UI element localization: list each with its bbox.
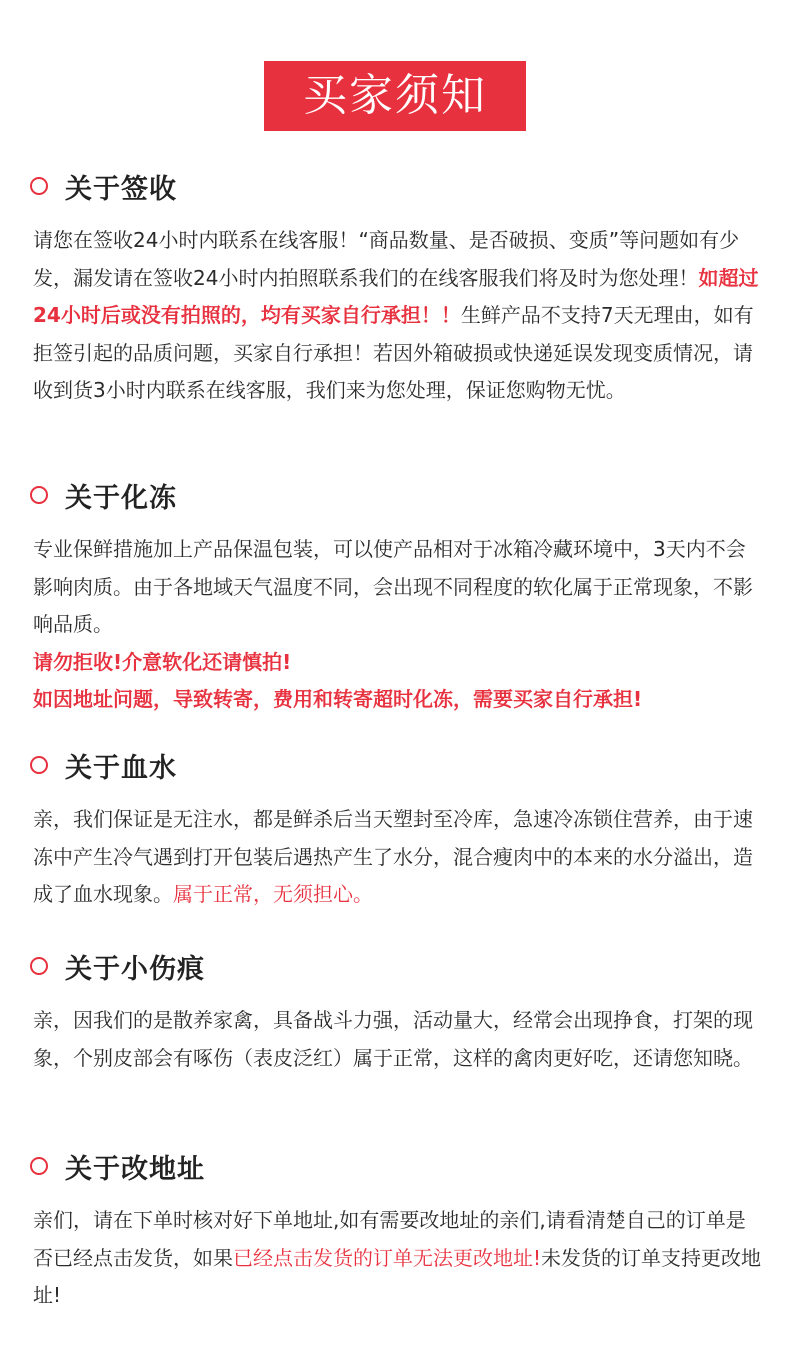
section-heading <box>30 946 205 986</box>
circle-outline-icon <box>30 957 48 975</box>
section-heading-text: 关于血水 <box>65 752 177 784</box>
warning-text: 如超过24小时后或没有拍照的，均有买家自行承担！！ <box>33 265 759 327</box>
section-heading <box>30 745 177 785</box>
circle-outline-icon <box>30 1157 48 1175</box>
warning-text: 请勿拒收!介意软化还请慎拍! <box>33 649 292 674</box>
section-body <box>33 801 765 914</box>
warning-text: 属于正常，无须担心。 <box>173 882 373 906</box>
section-heading <box>30 166 177 206</box>
section-heading-text: 关于化冻 <box>65 482 177 514</box>
body-text: 亲，我们保证是无注水，都是鲜杀后当天塑封至冷库，急速冷冻锁住营养，由于速冻中产生冷气遇到打开包装后遇热产生了水分，混合瘦肉中的本来的水分溢出，造成了血水现象。 <box>33 807 753 906</box>
body-text: 生鲜产品不支持7天无理由，如有拒签引起的品质问题，买家自行承担！若因外箱破损或快递延误发现变质情况，请收到货3小时内联系在线客服，我们来为您处理，保证您购物无忧。 <box>33 303 754 402</box>
section-heading-text: 关于签收 <box>65 173 177 205</box>
section-body <box>33 222 765 410</box>
body-text: 亲，因我们的是散养家禽，具备战斗力强，活动量大，经常会出现挣食，打架的现象，个别皮部会有啄伤（表皮泛红）属于正常，这样的禽肉更好吃，还请您知晓。 <box>33 1008 753 1070</box>
body-text: 专业保鲜措施加上产品保温包装，可以使产品相对于冰箱冷藏环境中，3天内不会影响肉质。由于各地域天气温度不同，会出现不同程度的软化属于正常现象，不影响品质。 <box>33 537 753 636</box>
circle-outline-icon <box>30 756 48 774</box>
circle-outline-icon <box>30 177 48 195</box>
section-heading <box>30 1146 205 1186</box>
section-body <box>33 1002 765 1077</box>
section-body <box>33 1202 765 1315</box>
page-title-banner: 买家须知 <box>264 61 526 131</box>
section-heading <box>30 475 177 515</box>
warning-text: 如因地址问题，导致转寄，费用和转寄超时化冻，需要买家自行承担! <box>33 687 643 711</box>
section-heading-text: 关于小伤痕 <box>65 953 205 985</box>
warning-text: 已经点击发货的订单无法更改地址! <box>233 1245 542 1270</box>
body-text: 未发货的订单支持更改地址! <box>33 1245 762 1307</box>
section-heading-text: 关于改地址 <box>65 1153 205 1185</box>
body-text: 请您在签收24小时内联系在线客服！“商品数量、是否破损、变质”等问题如有少发，漏发请在签收24小时内拍照联系我们的在线客服我们将及时为您处理！ <box>33 228 740 290</box>
circle-outline-icon <box>30 486 48 504</box>
body-text: 亲们，请在下单时核对好下单地址,如有需要改地址的亲们,请看清楚自己的订单是否已经点击发货，如果 <box>33 1208 746 1270</box>
section-body <box>33 531 765 719</box>
banner-wrap <box>0 61 790 131</box>
